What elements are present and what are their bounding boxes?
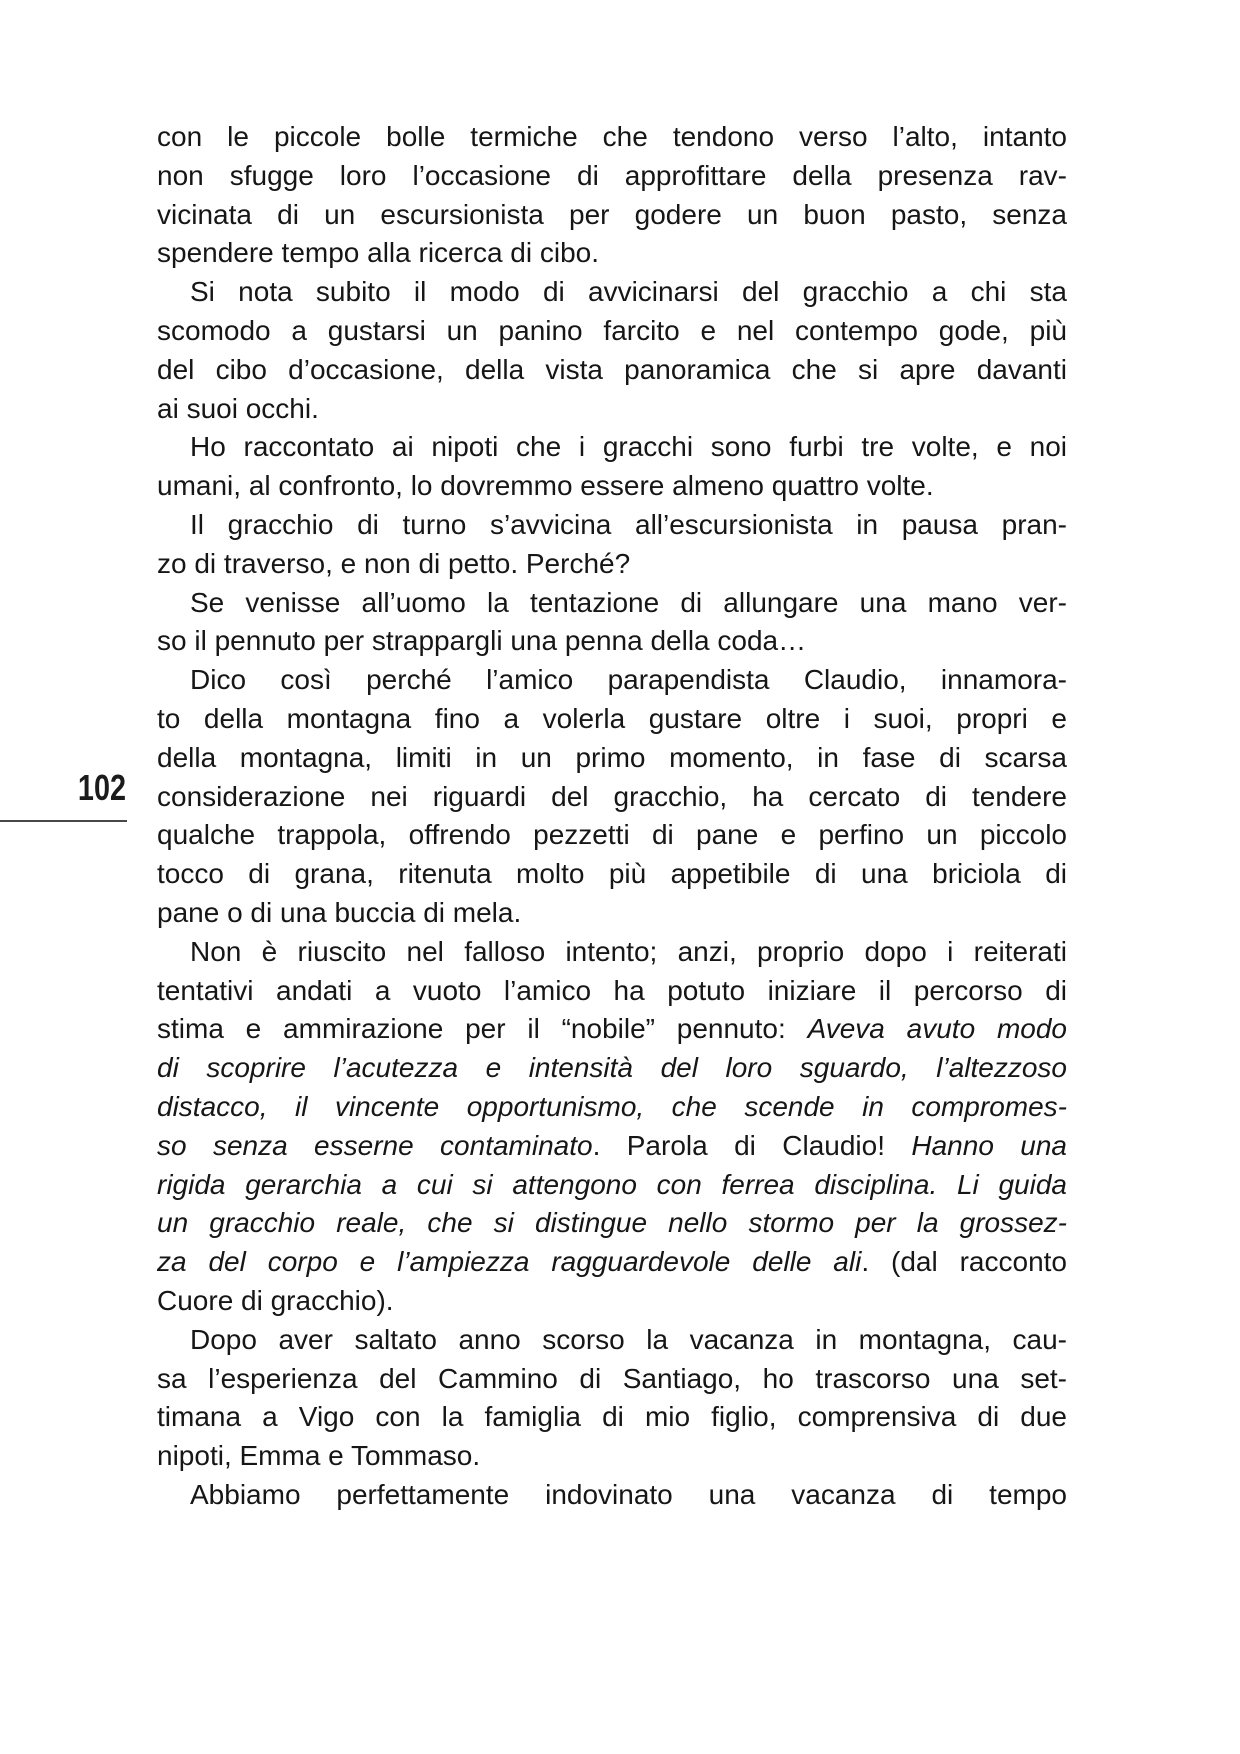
text-segment: della montagna, limiti in un primo momento, in fase di scarsa — [157, 741, 1067, 773]
italic-text-segment: un gracchio reale, che si distingue nello stormo per la grossez- — [157, 1207, 1067, 1239]
text-segment: nipoti, Emma e Tommaso. — [157, 1440, 481, 1472]
text-segment: to della montagna fino a volerla gustare oltre i suoi, propri e — [157, 702, 1067, 734]
paragraph — [157, 118, 1067, 273]
text-line — [157, 1204, 1067, 1243]
paragraph — [157, 933, 1067, 1321]
text-segment: . Parola di Claudio! — [592, 1129, 912, 1161]
text-segment: sa l’esperienza del Cammino di Santiago, ho trascorso una set- — [157, 1362, 1067, 1394]
paragraph — [157, 661, 1067, 933]
text-segment: scomodo a gustarsi un panino farcito e nel contempo gode, più — [157, 314, 1067, 346]
text-line — [157, 506, 1067, 545]
text-segment: con le piccole bolle termiche che tendono verso l’alto, intanto — [157, 121, 1067, 152]
text-segment: spendere tempo alla ricerca di cibo. — [157, 237, 600, 269]
paragraph — [157, 273, 1067, 428]
text-line — [157, 351, 1067, 390]
text-segment: del cibo d’occasione, della vista panoramica che si apre davanti — [157, 353, 1067, 385]
text-segment: qualche trappola, offrendo pezzetti di pane e perfino un piccolo — [157, 819, 1067, 851]
text-line — [157, 661, 1067, 700]
text-segment: zo di traverso, e non di petto. Perché? — [157, 547, 631, 579]
text-line — [157, 467, 1067, 506]
text-line — [157, 428, 1067, 467]
paragraph — [157, 428, 1067, 506]
text-line — [157, 584, 1067, 623]
text-line — [157, 312, 1067, 351]
text-segment: Abbiamo perfettamente indovinato una vacanza di tempo — [190, 1478, 1067, 1510]
text-line — [157, 390, 1067, 429]
text-segment: Se venisse all’uomo la tentazione di allungare una mano ver- — [190, 586, 1067, 618]
text-segment: ai suoi occhi. — [157, 392, 319, 424]
page-body — [157, 118, 1067, 1515]
text-segment: Si nota subito il modo di avvicinarsi del gracchio a chi sta — [190, 276, 1067, 308]
text-line — [157, 1166, 1067, 1205]
text-line — [157, 118, 1067, 157]
text-line — [157, 234, 1067, 273]
text-segment: so il pennuto per strappargli una penna della coda… — [157, 625, 807, 657]
text-segment: vicinata di un escursionista per godere un buon pasto, senza — [157, 198, 1067, 230]
text-line — [157, 816, 1067, 855]
text-line — [157, 739, 1067, 778]
italic-text-segment: Aveva avuto modo — [807, 1013, 1067, 1045]
paragraph — [157, 584, 1067, 662]
text-line — [157, 1398, 1067, 1437]
text-line — [157, 700, 1067, 739]
text-segment: . (dal racconto — [861, 1246, 1067, 1278]
italic-text-segment: rigida gerarchia a cui si attengono con ferrea disciplina. Li guida — [157, 1168, 1067, 1200]
text-line — [157, 196, 1067, 235]
text-segment: Dico così perché l’amico parapendista Claudio, innamora- — [190, 664, 1067, 696]
text-line — [157, 1049, 1067, 1088]
text-segment: umani, al confronto, lo dovremmo essere almeno quattro volte. — [157, 470, 934, 502]
text-segment: tentativi andati a vuoto l’amico ha potuto iniziare il percorso di — [157, 974, 1067, 1006]
text-line — [157, 622, 1067, 661]
text-line — [157, 157, 1067, 196]
text-line — [157, 273, 1067, 312]
text-segment: tocco di grana, ritenuta molto più appetibile di una briciola di — [157, 858, 1067, 890]
text-segment: considerazione nei riguardi del gracchio, ha cercato di tendere — [157, 780, 1067, 812]
text-segment: non sfugge loro l’occasione di approfittare della presenza rav- — [157, 159, 1067, 191]
text-line — [157, 972, 1067, 1011]
text-segment: pane o di una buccia di mela. — [157, 896, 522, 928]
text-segment: Cuore di gracchio). — [157, 1284, 394, 1316]
text-line — [157, 1437, 1067, 1476]
text-segment: stima e ammirazione per il “nobile” pennuto: — [157, 1013, 808, 1045]
text-line — [157, 855, 1067, 894]
text-segment: Dopo aver saltato anno scorso la vacanza in montagna, cau- — [190, 1323, 1067, 1355]
text-line — [157, 894, 1067, 933]
italic-text-segment: distacco, il vincente opportunismo, che scende in compromes- — [157, 1090, 1067, 1122]
text-segment: Ho raccontato ai nipoti che i gracchi sono furbi tre volte, e noi — [190, 431, 1067, 463]
text-line — [157, 1476, 1067, 1515]
text-line — [157, 545, 1067, 584]
text-line — [157, 933, 1067, 972]
page-number: 102 — [77, 767, 126, 808]
text-line — [157, 1010, 1067, 1049]
folio-rule — [0, 820, 127, 822]
text-segment: timana a Vigo con la famiglia di mio figlio, comprensiva di due — [157, 1401, 1067, 1433]
italic-text-segment: Hanno una — [911, 1129, 1067, 1161]
paragraph — [157, 1321, 1067, 1476]
text-line — [157, 1127, 1067, 1166]
italic-text-segment: di scoprire l’acutezza e intensità del loro sguardo, l’altezzoso — [157, 1052, 1067, 1084]
italic-text-segment: so senza esserne contaminato — [157, 1129, 593, 1161]
text-segment: Non è riuscito nel falloso intento; anzi, proprio dopo i reiterati — [190, 935, 1067, 967]
text-line — [157, 1282, 1067, 1321]
italic-text-segment: za del corpo e l’ampiezza ragguardevole delle ali — [157, 1246, 862, 1278]
text-line — [157, 1321, 1067, 1360]
text-line — [157, 1088, 1067, 1127]
paragraph — [157, 506, 1067, 584]
text-line — [157, 1360, 1067, 1399]
text-line — [157, 1243, 1067, 1282]
text-segment: Il gracchio di turno s’avvicina all’escursionista in pausa pran- — [190, 508, 1067, 540]
paragraph — [157, 1476, 1067, 1515]
text-line — [157, 778, 1067, 817]
